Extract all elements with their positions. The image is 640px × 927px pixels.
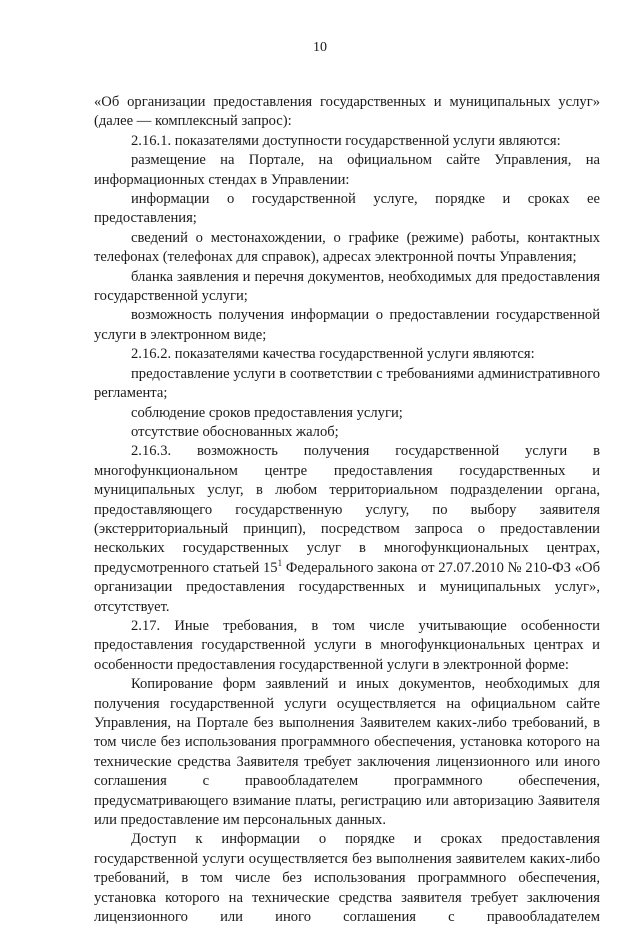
- paragraph-3: информации о государственной услуге, порядке и сроках ее предоставления;: [94, 191, 600, 227]
- paragraph-10: отсутствие обоснованных жалоб;: [131, 423, 339, 440]
- paragraph-8: предоставление услуги в соответствии с требованиями административного регламента;: [94, 365, 600, 402]
- paragraph-5: бланка заявления и перечня документов, необходимых для предоставления государственной услуги;: [94, 268, 600, 305]
- paragraph-14: Доступ к информации о порядке и сроках предоставления государственной услуги осуществляется без выполнения заявителем каких-либо требований, в том числе без использования программного обеспечения, установка которого на технические средства заявителя требует заключения лицензионного или иного соглашения с правообладателем: [94, 831, 600, 926]
- paragraph-13: Копирование форм заявлений и иных документов, необходимых для получения государственной услуги осуществляется на официальном сайте Управления, на Портале без выполнения Заявителем каких-либо требований, в том числе без использования программного обеспечения, установка которого на технические средства Заявителя требует заключения лицензионного или иного соглашения с правообладателем программного обеспечения, предусматривающего взимание платы, регистрацию или авторизацию Заявителя или предоставление им персональных данных.: [94, 676, 600, 829]
- paragraph-9: соблюдение сроков предоставления услуги;: [131, 404, 403, 421]
- paragraph-2: размещение на Портале, на официальном сайте Управления, на информационных стендах в Управлении:: [94, 152, 600, 188]
- paragraph-11: [94, 442, 600, 617]
- footnote-superscript: 1: [277, 557, 283, 568]
- paragraph-0: «Об организации предоставления государственных и муниципальных услуг» (далее — комплексный запрос):: [94, 94, 600, 130]
- paragraph-7: 2.16.2. показателями качества государственной услуги являются:: [131, 346, 535, 363]
- document-body: [94, 93, 600, 927]
- paragraph-11-text-after: Федерального закона от 27.07.2010 № 210-ФЗ «Об организации предоставления государственных и муниципальных услуг», отсутствует.: [94, 559, 600, 615]
- paragraph-6: возможность получения информации о предоставлении государственной услуги в электронном виде;: [94, 307, 600, 343]
- paragraph-4: сведений о местонахождении, о графике (режиме) работы, контактных телефонах (телефонах для справок), адресах электронной почты Управления;: [94, 229, 600, 266]
- paragraph-12: 2.17. Иные требования, в том числе учитывающие особенности предоставления государственной услуги в многофункциональных центрах и особенности предоставления государственной услуги в электронной форме:: [94, 617, 600, 673]
- page-number: 10: [313, 40, 327, 55]
- paragraph-1: 2.16.1. показателями доступности государственной услуги являются:: [131, 132, 561, 149]
- paragraph-11-text: 2.16.3. возможность получения государственной услуги в многофункциональном центре предоставления государственных и муниципальных услуг, в любом территориальном подразделении органа, предоставляющего государственную услугу, по выбору заявителя (экстерриториальный принцип), посредством запроса о предоставлении нескольких государственных услуг в многофункциональных центрах, предусмотренного статьей 15: [94, 443, 600, 576]
